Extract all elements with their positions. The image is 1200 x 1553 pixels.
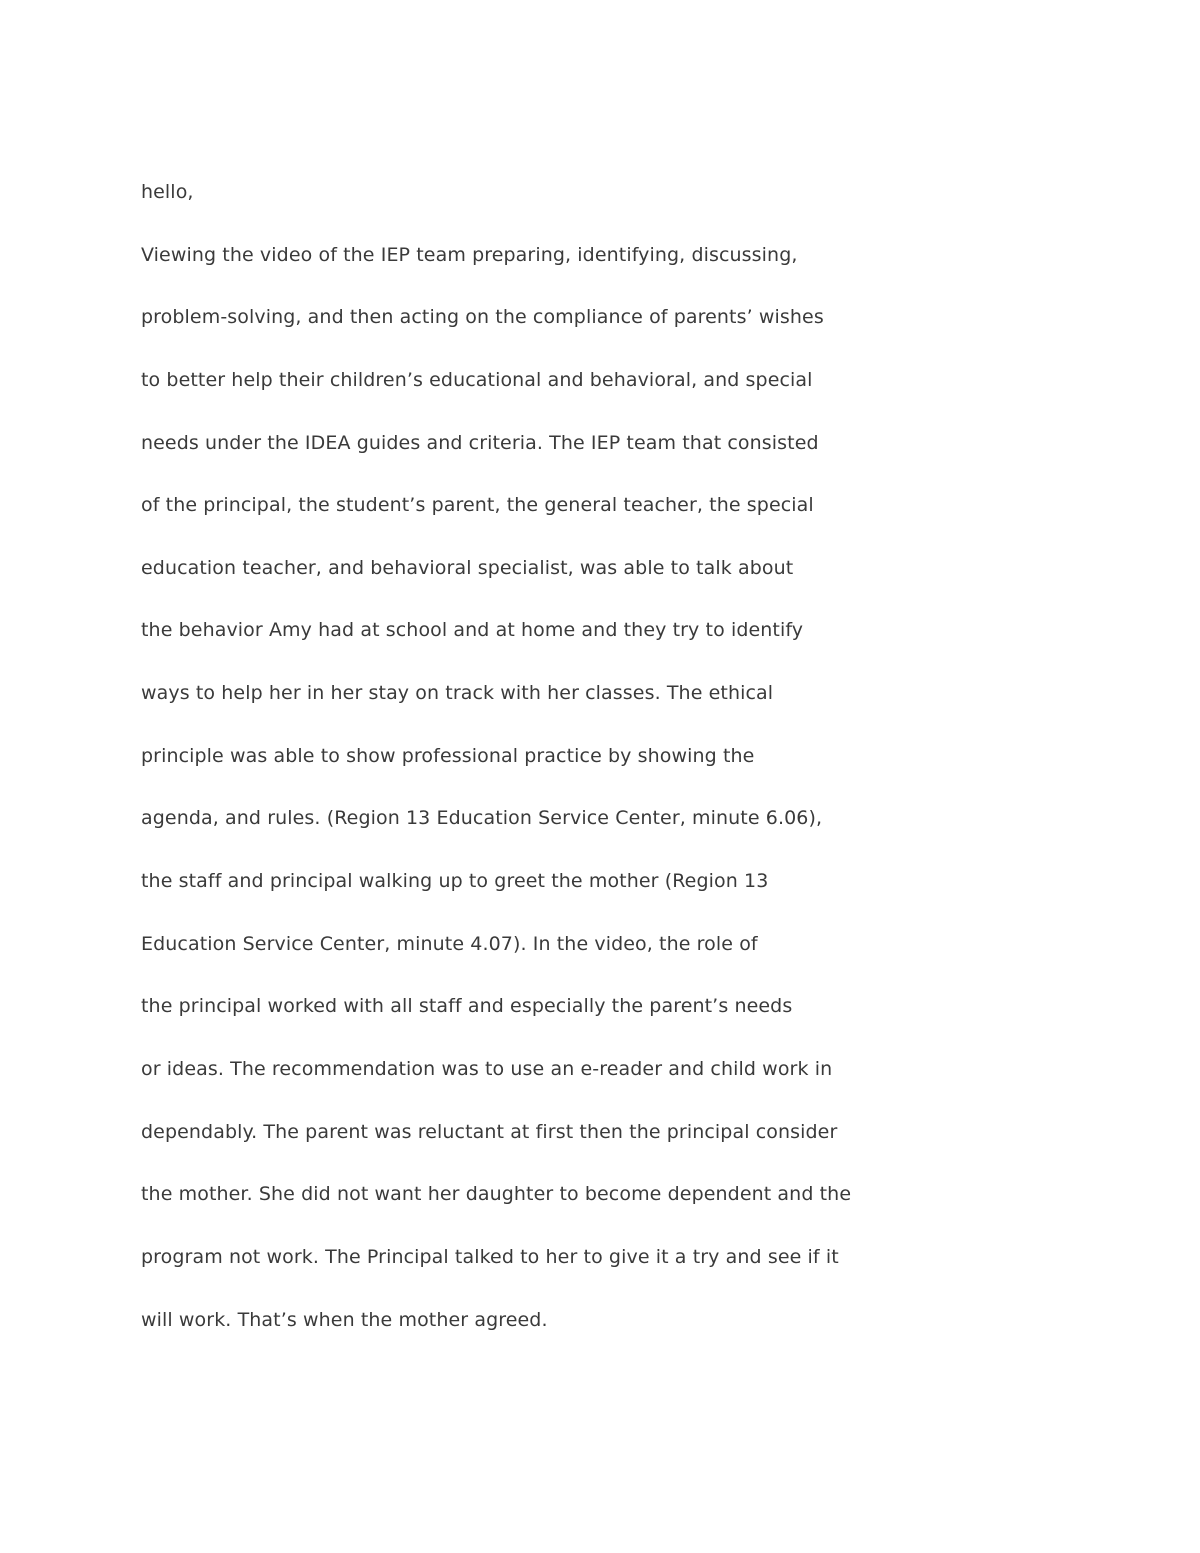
- body-text-line: ways to help her in her stay on track with her classes. The ethical: [141, 682, 774, 705]
- body-text-line: needs under the IDEA guides and criteria. The IEP team that consisted: [141, 431, 819, 454]
- body-text-line: education teacher, and behavioral specialist, was able to talk about: [141, 556, 794, 579]
- body-text-line: the principal worked with all staff and especially the parent’s needs: [141, 995, 793, 1018]
- body-text-line: the mother. She did not want her daughter to become dependent and the: [141, 1183, 852, 1206]
- body-text-line: principle was able to show professional practice by showing the: [141, 744, 755, 767]
- body-text-line: dependably. The parent was reluctant at first then the principal consider: [141, 1120, 838, 1143]
- body-text-line: problem-solving, and then acting on the compliance of parents’ wishes: [141, 306, 824, 329]
- body-text-line: of the principal, the student’s parent, the general teacher, the special: [141, 494, 814, 517]
- body-text-line: agenda, and rules. (Region 13 Education Service Center, minute 6.06),: [141, 807, 823, 830]
- body-text-line: to better help their children’s educational and behavioral, and special: [141, 368, 813, 391]
- body-text-line: or ideas. The recommendation was to use an e-reader and child work in: [141, 1057, 833, 1080]
- body-text-line: Viewing the video of the IEP team preparing, identifying, discussing,: [141, 243, 798, 266]
- body-text-line: will work. That’s when the mother agreed.: [141, 1308, 548, 1331]
- body-text-line: Education Service Center, minute 4.07). In the video, the role of: [141, 932, 758, 955]
- body-text-line: program not work. The Principal talked to her to give it a try and see if it: [141, 1245, 839, 1268]
- body-text-line: the behavior Amy had at school and at home and they try to identify: [141, 619, 804, 642]
- body-text-line: the staff and principal walking up to greet the mother (Region 13: [141, 870, 769, 893]
- greeting-line: hello,: [141, 181, 194, 203]
- document-body: [141, 175, 1041, 1365]
